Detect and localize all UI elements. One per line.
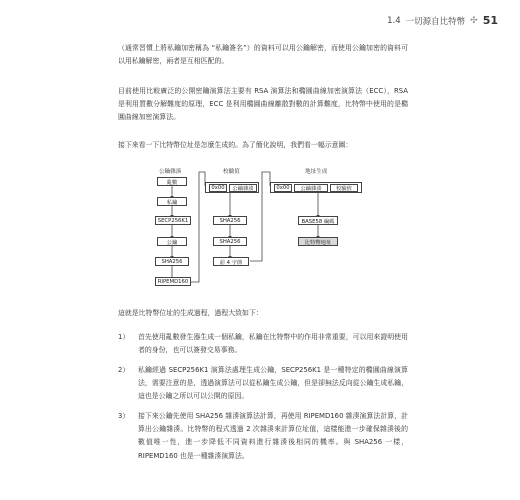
list-item-text: 私鑰經過 SECP256K1 演算法處理生成公鑰，SECP256K1 是一種特定的橢圓曲線演算法，需要注意的是，透過演算法可以從私鑰生成公鑰，但是卻無法反向從公鑰生成私鑰，這也是公鑰之所以可以公開的原因。: [138, 366, 408, 401]
public-key-box: 公鑰: [157, 237, 187, 246]
base58-box: BASE58 編碼: [298, 216, 338, 225]
secp256k1-box: SECP256K1: [155, 216, 191, 225]
bitcoin-logo-icon: ✣: [470, 15, 478, 26]
paragraph-1: （通常習慣上將私鑰加密稱為 “私鑰簽名”）的資料可以用公鑰解密，而使用公鑰加密的資料可以用私鑰解密，兩者是互相匹配的。: [118, 44, 408, 66]
payload-hash-box: 公鑰雜湊: [294, 184, 328, 192]
page-number: 51: [482, 14, 498, 27]
col2-title: 校驗值: [223, 169, 240, 175]
section-title: 一切源自比特幣: [405, 16, 466, 27]
list-item: [118, 331, 408, 359]
paragraph-2: 目前使用比較廣泛的公開密鑰演算法主要有 RSA 演算法和橢圓曲線加密演算法（ECC），RSA 是利用質數分解難度的原理，ECC 是利用橢圓曲線離散對數的計算難度，比特幣中使用的是橢圓曲線加密演算法。: [118, 87, 408, 122]
sha256-box-1: SHA256: [155, 257, 189, 266]
payload-checksum-box: 校驗值: [330, 184, 358, 192]
list-item: [118, 410, 408, 466]
list-item-text: 首先使用亂數發生器生成一個私鑰，私鑰在比特幣中的作用非常重要，可以用來證明使用者的身份，也可以簽發交易事務。: [138, 333, 408, 355]
col3-title: 地址生成: [305, 169, 328, 175]
list-item: [118, 364, 408, 406]
version-byte-box: 0x00: [209, 184, 227, 192]
bitcoin-address-box: 比特幣地址: [298, 237, 338, 246]
sha256-box-2: SHA256: [213, 216, 247, 225]
version-hash-group: [205, 182, 259, 193]
pubkey-hash-box: 公鑰雜湊: [229, 184, 257, 192]
first-4-bytes-box: 前 4 字節: [213, 257, 249, 266]
random-number-box: 亂數: [157, 177, 187, 186]
list-item-number: 3）: [118, 412, 130, 420]
col1-title: 公鑰雜湊: [159, 169, 182, 175]
paragraph-3: 接下來看一下比特幣位址是怎麼生成的。為了簡化說明，我們看一幅示意圖：: [118, 141, 353, 149]
list-item-text: 接下來公鑰先使用 SHA256 雜湊演算法計算，再使用 RIPEMD160 雜湊演算法計算，計算出公鑰雜湊。比特幣的程式透過 2 次雜湊來計算位址值，這樣能進一步確保雜湊後的數值唯一性，進一步降低不同資料進行雜湊後相同的機率。與 SHA256 一樣，RIPEMD160 也是一種雜湊演算法。: [138, 412, 408, 460]
paragraph-4: 這就是比特幣位址的生成過程，過程大致如下：: [118, 309, 263, 317]
sha256-box-3: SHA256: [213, 237, 247, 246]
ripemd160-box: RIPEMD160: [155, 277, 191, 286]
payload-version-box: 0x00: [274, 184, 292, 192]
list-item-number: 1）: [118, 333, 130, 341]
private-key-box: 私鑰: [157, 197, 187, 206]
section-number: 1.4: [387, 15, 401, 26]
address-payload-group: [270, 182, 362, 193]
list-item-number: 2）: [118, 366, 130, 374]
